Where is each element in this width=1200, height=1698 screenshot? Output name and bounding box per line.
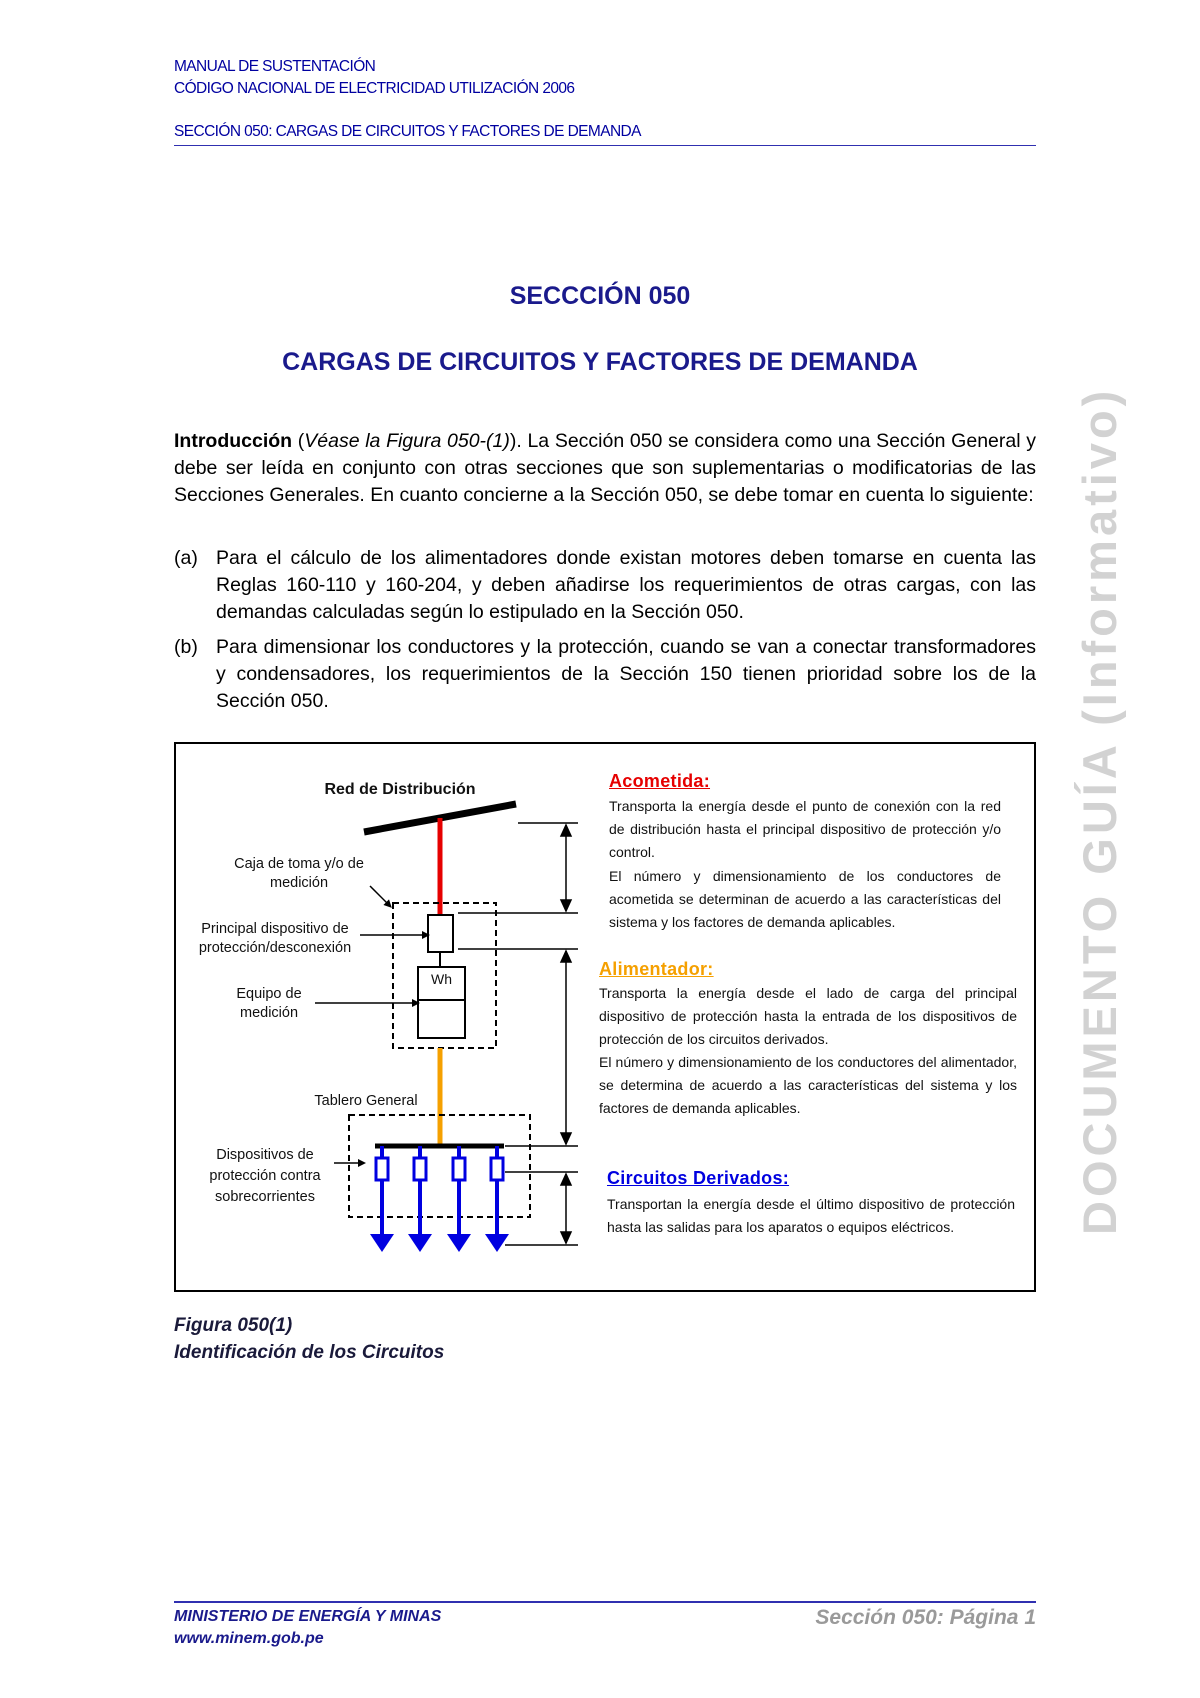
acometida-dimension	[458, 823, 578, 913]
figure-number: Figura 050(1)	[174, 1315, 293, 1336]
footer-page-number: Sección 050: Página 1	[815, 1606, 1036, 1629]
alimentador-dimension	[458, 949, 578, 1146]
header-section-title: SECCIÓN 050: CARGAS DE CIRCUITOS Y FACTORES DE DEMANDA	[174, 123, 641, 140]
equipo-medicion-label: Equipo de medición	[236, 986, 302, 1021]
main-protection-device	[428, 915, 453, 952]
principal-dispositivo-label: Principal dispositivo de protección/desconexión	[198, 921, 352, 956]
header-manual-title: MANUAL DE SUSTENTACIÓN	[174, 58, 376, 75]
intro-paren: (	[292, 430, 305, 452]
intro-heading: Introducción	[174, 430, 293, 452]
acometida-description: Transporta la energía desde el punto de conexión con la red de distribución hasta el principal dispositivo de protección y/o control.	[609, 798, 1001, 860]
derivados-description: Transportan la energía desde el último dispositivo de protección hasta las salidas para los aparatos o equipos eléctricos.	[607, 1196, 1015, 1235]
caja-arrow	[370, 886, 389, 905]
derivados-title: Circuitos Derivados:	[607, 1168, 790, 1188]
watermark-text: DOCUMENTO GUÍA (Informativo)	[1073, 386, 1126, 1235]
branch-circuit	[408, 1146, 432, 1252]
list-item-text: Para el cálculo de los alimentadores donde existan motores deben tomarse en cuenta las Reglas 160-110 y 160-204, y deben añadirse los requerimientos de otras cargas, con las demandas calculadas según lo estipulado en la Sección 050.	[216, 547, 1036, 623]
intro-figure-reference: Véase la Figura 050-(1)	[304, 430, 510, 452]
footer-ministry: MINISTERIO DE ENERGÍA Y MINAS	[174, 1608, 442, 1625]
branch-circuit	[447, 1146, 471, 1252]
list-item-label: (a)	[174, 547, 198, 569]
red-distribucion-label: Red de Distribución	[324, 781, 476, 798]
branch-circuit	[370, 1146, 394, 1252]
caja-toma-label: Caja de toma y/o de medición	[234, 856, 364, 891]
alimentador-description: Transporta la energía desde el lado de carga del principal dispositivo de protección hasta la entrada de los dispositivos de protección de los circuitos derivados.	[599, 985, 1017, 1047]
wh-meter-label: Wh	[431, 971, 452, 987]
dispositivos-label: Dispositivos de protección contra sobrecorrientes	[209, 1147, 321, 1205]
alimentador-description-2: El número y dimensionamiento de los conductores del alimentador, se determina de acuerdo a las características del sistema y los factores de demanda aplicables.	[599, 1054, 1017, 1116]
tablero-general-label: Tablero General	[314, 1093, 418, 1109]
list-item-text: Para dimensionar los conductores y la protección, cuando se van a conectar transformadores y condensadores, los requerimientos de la Sección 150 tienen prioridad sobre los de la Sección 050.	[216, 636, 1036, 712]
footer-website[interactable]: www.minem.gob.pe	[174, 1630, 324, 1647]
header-code-title: CÓDIGO NACIONAL DE ELECTRICIDAD UTILIZACIÓN 2006	[174, 80, 575, 97]
section-name-title: CARGAS DE CIRCUITOS Y FACTORES DE DEMANDA	[282, 348, 918, 376]
derivados-dimension	[505, 1172, 578, 1245]
acometida-title: Acometida:	[609, 771, 711, 791]
alimentador-title: Alimentador:	[599, 959, 714, 979]
section-number-title: SECCCIÓN 050	[509, 282, 691, 310]
figure-title: Identificación de los Circuitos	[174, 1342, 445, 1363]
footer-divider	[174, 1601, 1036, 1603]
intro-text: ). La Sección 050 se considera como una Sección General y debe ser leída en conjunto con otras secciones que son suplementarias o modificatorias de las Secciones Generales. En cuanto concierne a la Sección 050, se debe tomar en cuenta lo siguiente:	[174, 430, 1036, 506]
list-item-label: (b)	[174, 636, 198, 658]
acometida-description-2: El número y dimensionamiento de los conductores de acometida se determinan de acuerdo a las características del sistema y los factores de demanda aplicables.	[609, 868, 1001, 930]
branch-circuit	[485, 1146, 509, 1252]
